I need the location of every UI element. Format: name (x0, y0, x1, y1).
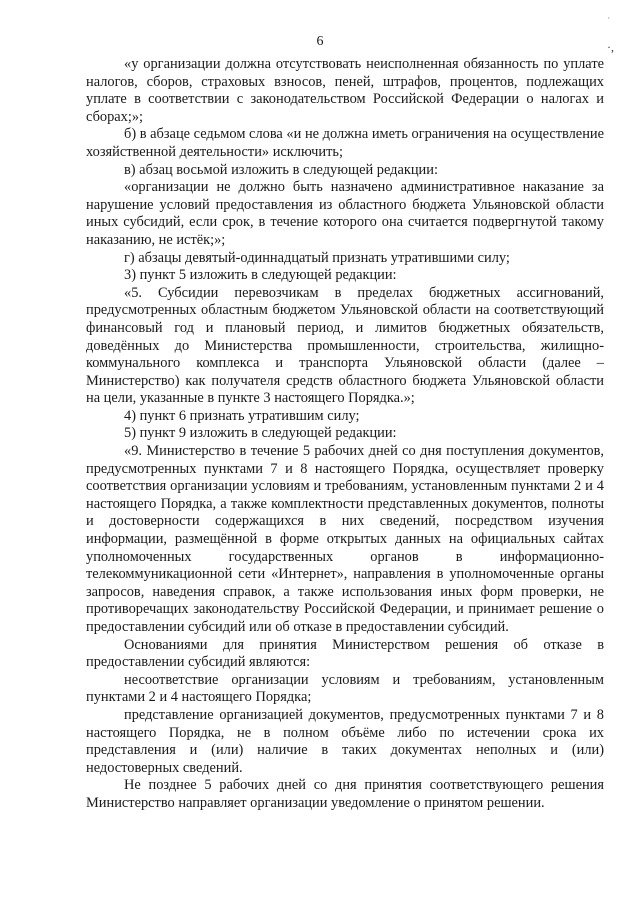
paragraph-refusal-grounds: Основаниями для принятия Министерством решения об отказе в предоставлении субсидий являются: (86, 636, 604, 671)
paragraph-item-g: г) абзацы девятый-одиннадцатый признать утратившими силу; (124, 249, 510, 266)
page-number: 6 (316, 34, 324, 49)
paragraph-admin-penalty: «организации не должно быть назначено административное наказание за нарушение условий предоставления из областного бюджета Ульяновской области иных субсидий, если срок, в течение которого она считается подвергнутой такому наказанию, не истёк;»; (86, 179, 604, 248)
paragraph-item-b: б) в абзаце седьмом слова «и не должна иметь ограничения на осуществление хозяйственной деятельности» исключить; (86, 126, 604, 160)
scan-mark: · (607, 14, 610, 23)
paragraph-clause-5: «5. Субсидии перевозчикам в пределах бюджетных ассигнований, предусмотренных областным бюджетом Ульяновской области на соответствующий финансовый год и плановый период, и лимитов бюджетных обязательств, доведённых до Министерства промышленности, строительства, жилищно-коммунального комплекса и транспорта Ульяновской области (далее – Министерство) как получателя средств областного бюджета Ульяновской области на цели, указанные в пункте 3 настоящего Порядка.»; (86, 284, 604, 407)
paragraph-item-v: в) абзац восьмой изложить в следующей редакции: (124, 161, 438, 178)
paragraph-item-3: 3) пункт 5 изложить в следующей редакции: (124, 267, 397, 284)
document-body (86, 56, 604, 813)
paragraph-item-5: 5) пункт 9 изложить в следующей редакции: (124, 425, 397, 442)
paragraph-ground-nonconformity: несоответствие организации условиям и требованиям, установленным пунктами 2 и 4 настоящего Порядка; (86, 671, 604, 706)
paragraph-item-4: 4) пункт 6 признать утратившим силу; (124, 407, 360, 424)
paragraph-clause-9: «9. Министерство в течение 5 рабочих дней со дня поступления документов, предусмотренных пунктами 7 и 8 настоящего Порядка, осуществляет проверку соответствия организации условиям и требованиям, установленным пунктами 2 и 4 настоящего Порядка, а также комплектности представленных документов, полноты и достоверности содержащихся в них сведений, посредством изучения информации, размещённой в форме открытых данных на официальных сайтах уполномоченных государственных органов в информационно-телекоммуникационной сети «Интернет», направления в уполномоченные органы запросов, наведения справок, а также использования иных форм проверки, не противоречащих законодательству Российской Федерации, и принимает решение о предоставлении субсидий или об отказе в предоставлении субсидий. (86, 443, 604, 635)
paragraph-ground-documents: представление организацией документов, предусмотренных пунктами 7 и 8 настоящего Порядка, не в полном объёме либо по истечении срока их представления и (или) наличие в таких документах неполных и (или) недостоверных сведений. (86, 706, 604, 776)
corner-mark: ·, (607, 40, 614, 54)
paragraph-tax-obligation: «у организации должна отсутствовать неисполненная обязанность по уплате налогов, сборов, страховых взносов, пеней, штрафов, процентов, подлежащих уплате в соответствии с законодательством Российской Федерации о налогах и сборах;»; (86, 56, 604, 125)
paragraph-notification: Не позднее 5 рабочих дней со дня принятия соответствующего решения Министерство направляет организации уведомление о принятом решении. (86, 777, 604, 811)
